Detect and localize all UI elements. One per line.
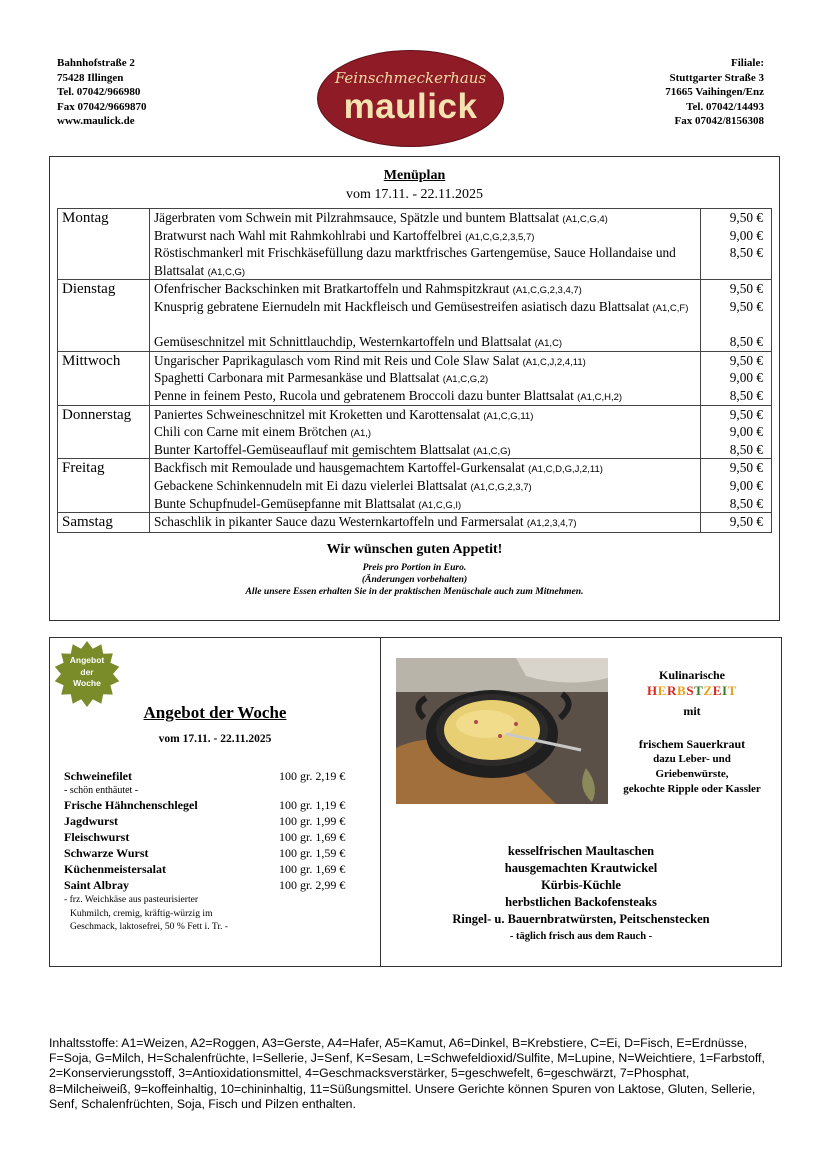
dish-text: Bunter Kartoffel-Gemüseauflauf mit gemischtem Blattsalat — [154, 441, 470, 457]
season-line: Kulinarische — [658, 668, 725, 682]
dish-text: Gebackene Schinkennudeln mit Ei dazu vielerlei Blattsalat — [154, 477, 468, 493]
dish-price: 9,50 € — [729, 352, 763, 368]
dish-price: 9,50 € — [729, 514, 763, 530]
dish-text: Bunte Schupfnudel-Gemüsepfanne mit Blattsalat — [154, 495, 416, 511]
offer-item-name: Jagdwurst — [64, 814, 119, 828]
menu-day-row — [58, 405, 772, 459]
dish-allergens: (A1,C) — [534, 338, 563, 350]
day-name: Mittwoch — [58, 351, 150, 405]
menu-dish — [154, 459, 700, 477]
dish-allergens: (A1,C,G,4) — [562, 214, 608, 225]
special-line: herbstlichen Backofensteaks — [505, 895, 657, 909]
dish-allergens: (A1,C,G,2,3,5,7) — [465, 231, 535, 243]
dish-price: 9,00 € — [729, 477, 763, 493]
offer-item-price: 100 gr. 2,99 € — [279, 878, 346, 892]
dish-text: Ofenfrischer Backschinken mit Bratkartoffeln und Rahmspitzkraut — [154, 281, 510, 297]
offer-item — [64, 877, 364, 893]
menu-day-row — [58, 513, 772, 533]
day-name: Dienstag — [58, 280, 150, 351]
offer-item-name: Schwarze Wurst — [64, 846, 149, 860]
dish-price: 9,00 € — [729, 227, 763, 243]
sauerkraut-pan-image — [396, 658, 608, 804]
offer-item-price: 100 gr. 2,19 € — [279, 769, 346, 783]
address-line: Bahnhofstraße 2 — [57, 57, 135, 69]
dish-allergens: (A1,C,H,2) — [577, 391, 623, 403]
note-line: Alle unsere Essen erhalten Sie in der praktischen Menüschale auch zum Mitnehmen. — [245, 586, 584, 597]
specials-list — [381, 843, 781, 945]
offer-item-price: 100 gr. 1,99 € — [279, 814, 346, 828]
menu-title: Menüplan — [383, 168, 446, 183]
offer-item-price: 100 gr. 1,69 € — [279, 862, 346, 876]
price-list — [701, 351, 772, 405]
logo-brand-text: maulick — [343, 87, 478, 126]
dish-allergens: (A1,C,D,G,J,2,11) — [528, 464, 603, 476]
menu-day-row — [58, 351, 772, 405]
dish-allergens: (A1,C,G,2,3,7) — [470, 481, 532, 493]
dish-text: Röstischmankerl mit Frischkäsefüllung dazu marktfrisches Gartengemüse, Sauce Hollandaise und Blattsalat — [154, 245, 676, 278]
offer-item — [64, 813, 364, 829]
dish-text: Knusprig gebratene Eiernudeln mit Hackfleisch und Gemüsestreifen asiatisch dazu Blattsalat — [154, 298, 650, 314]
menu-day-row — [58, 459, 772, 513]
dish-allergens: (A1,C,G) — [207, 266, 246, 278]
menu-dish — [154, 209, 700, 227]
sauerkraut-photo — [396, 658, 608, 804]
offer-item — [64, 768, 364, 784]
menu-dish — [154, 513, 700, 531]
menu-dish — [154, 352, 700, 370]
dish-text: Ungarischer Paprikagulasch vom Rind mit Reis und Cole Slaw Salat — [154, 352, 520, 368]
greeting: Wir wünschen guten Appetit! — [326, 542, 503, 557]
dish-price: 9,50 € — [729, 210, 763, 225]
menu-date-range: vom 17.11. - 22.11.2025 — [345, 187, 483, 202]
offer-list — [64, 768, 364, 934]
dish-list — [150, 513, 701, 533]
price-list — [701, 513, 772, 533]
season-line: Griebenwürste, — [655, 768, 729, 780]
dish-list — [150, 351, 701, 405]
menu-dish — [154, 244, 700, 279]
dish-price: 8,50 € — [729, 334, 763, 350]
menu-table — [57, 208, 772, 533]
dish-price: 8,50 € — [729, 441, 763, 457]
dish-list — [150, 405, 701, 459]
phone-line: Tel. 07042/966980 — [57, 86, 141, 98]
offer-item-name: Frische Hähnchenschlegel — [64, 798, 198, 812]
dish-text: Paniertes Schweineschnitzel mit Kroketten und Karottensalat — [154, 406, 481, 422]
herbstzeit-heading — [612, 683, 772, 698]
dish-allergens: (A1,C,G,2,3,4,7) — [512, 285, 582, 297]
price-list — [701, 209, 772, 280]
menu-notes — [49, 562, 780, 598]
price-list — [701, 459, 772, 513]
offer-item — [64, 861, 364, 877]
fax-line: Fax 07042/8156308 — [674, 115, 764, 127]
dish-list — [150, 459, 701, 513]
special-line: hausgemachten Krautwickel — [504, 861, 658, 875]
dish-allergens: (A1,C,G,11) — [483, 410, 534, 422]
herbstzeit-letter: Z — [703, 683, 713, 698]
special-line: Ringel- u. Bauernbratwürsten, Peitschenstecken — [452, 912, 710, 926]
note-line: Geschmack, laktosefrei, 50 % Fett i. Tr. - — [70, 921, 229, 932]
offer-item — [64, 829, 364, 845]
price-list — [701, 280, 772, 351]
special-line: kesselfrischen Maultaschen — [507, 844, 655, 858]
menu-day-row — [58, 280, 772, 351]
herbstzeit-letter: E — [657, 683, 668, 698]
dish-price: 9,50 € — [729, 281, 763, 297]
note-line: - frz. Weichkäse aus pasteurisierter — [64, 894, 199, 905]
dish-allergens: (A1,) — [350, 428, 372, 440]
menu-dish — [154, 333, 700, 351]
offer-item-name: Fleischwurst — [64, 830, 130, 844]
note-line: Kuhmilch, cremig, kräftig-würzig im — [70, 907, 213, 919]
day-name: Montag — [58, 209, 150, 280]
herbstzeit-letter: T — [727, 683, 737, 698]
dish-text: Bratwurst nach Wahl mit Rahmkohlrabi und Kartoffelbrei — [154, 227, 462, 243]
offer-item-price: 100 gr. 1,19 € — [279, 798, 346, 812]
dish-list — [150, 209, 701, 280]
phone-line: Tel. 07042/14493 — [686, 100, 764, 113]
dish-text: Penne in feinem Pesto, Rucola und gebratenem Broccoli dazu bunter Blattsalat — [154, 387, 574, 403]
menu-dish — [154, 423, 700, 441]
dish-text: Schaschlik in pikanter Sauce dazu Westernkartoffeln und Farmersalat — [154, 514, 524, 530]
day-name: Donnerstag — [58, 405, 150, 459]
menu-dish — [154, 298, 700, 333]
dish-price: 9,00 € — [729, 424, 763, 440]
day-name: Samstag — [58, 513, 150, 533]
menu-dish — [154, 227, 700, 245]
offer-item-price: 100 gr. 1,69 € — [279, 830, 346, 844]
badge-text-line: der — [80, 666, 94, 677]
menu-dish — [154, 477, 700, 495]
dish-allergens: (A1,C,G,2) — [442, 374, 489, 386]
dish-price: 9,50 € — [729, 406, 763, 422]
offer-item-note — [64, 893, 364, 934]
dish-text: Gemüseschnitzel mit Schnittlauchdip, Westernkartoffeln und Blattsalat — [154, 334, 532, 350]
address-line: Stuttgarter Straße 3 — [669, 71, 764, 84]
herbstzeit-letter: R — [667, 683, 678, 698]
dish-text: Chili con Carne mit einem Brötchen — [154, 424, 348, 440]
season-line: gekochte Ripple oder Kassler — [623, 783, 761, 795]
note-line: Preis pro Portion in Euro. — [362, 562, 467, 573]
left-address — [57, 56, 147, 129]
menu-dish — [154, 406, 700, 424]
badge-text-line: Woche — [73, 678, 101, 688]
season-line: mit — [683, 704, 701, 718]
dish-allergens: (A1,C,F) — [652, 302, 689, 314]
menu-dish — [154, 441, 700, 459]
dish-text: Jägerbraten vom Schwein mit Pilzrahmsauce, Spätzle und buntem Blattsalat — [154, 210, 560, 225]
allergen-footer: Inhaltsstoffe: A1=Weizen, A2=Roggen, A3=Gerste, A4=Hafer, A5=Kamut, A6=Dinkel, B=Krebstiere, C=Ei, D=Fisch, E=Erdnüsse, F=Soja, G=Milch, H=Schalenfrüchte, I=Sellerie, J=Senf, K=Sesam, L=Schwefeldioxid/Sulfite, M=Lupine, N=Weichtiere, 1=Farbstoff, 2=Konservierungsstoff, 3=Antioxidationsmittel, 4=Geschmacksverstärker, 5=geschwefelt, 6=geschwärzt, 7=Phosphat, 8=Milcheiweiß, 9=koffeinhaltig, 10=chininhaltig, 11=Süßungsmittel. Unsere Gerichte können Spuren von Laktose, Gluten, Sellerie, Senf, Schalenfrüchten, Soja, Fisch und Pilzen enthalten. — [49, 1036, 765, 1111]
fax-line: Fax 07042/9669870 — [57, 100, 147, 113]
dish-price: 9,50 € — [729, 298, 763, 314]
herbstzeit-letter: I — [722, 683, 728, 698]
dish-allergens: (A1,C,G) — [473, 445, 511, 457]
herbstzeit-letter: H — [647, 683, 658, 698]
price-list — [701, 405, 772, 459]
offer-date-range: vom 17.11. - 22.11.2025 — [158, 733, 272, 745]
menu-dish — [154, 387, 700, 405]
special-note: - täglich frisch aus dem Rauch - — [509, 931, 653, 942]
offer-item-subtext: - schön enthäutet - — [64, 785, 139, 796]
herbstzeit-letter: S — [686, 683, 695, 698]
season-line: dazu Leber- und — [653, 753, 731, 765]
website-link[interactable]: www.maulick.de — [57, 115, 135, 127]
dish-price: 8,50 € — [729, 387, 763, 403]
offer-item — [64, 797, 364, 813]
dish-price: 8,50 € — [729, 245, 763, 261]
offer-item-name: Schweinefilet — [64, 769, 132, 783]
branch-label: Filiale: — [731, 57, 764, 69]
dish-text: Spaghetti Carbonara mit Parmesankäse und Blattsalat — [154, 370, 440, 386]
season-line: frischem Sauerkraut — [638, 737, 746, 751]
menu-dish — [154, 369, 700, 387]
dish-price: 9,00 € — [729, 370, 763, 386]
right-address — [665, 56, 764, 129]
offer-item — [64, 845, 364, 861]
dish-text: Backfisch mit Remoulade und hausgemachtem Kartoffel-Gurkensalat — [154, 460, 525, 476]
offer-title: Angebot der Woche — [143, 703, 287, 722]
offer-item-name: Saint Albray — [64, 878, 130, 892]
menu-dish — [154, 495, 700, 513]
maulick-logo — [317, 50, 504, 147]
address-line: 71665 Vaihingen/Enz — [665, 86, 764, 98]
season-text — [612, 668, 772, 797]
herbstzeit-letter: B — [677, 683, 687, 698]
herbstzeit-letter: E — [712, 683, 722, 698]
dish-allergens: (A1,C,J,2,4,11) — [522, 356, 586, 368]
herbstzeit-letter: T — [694, 683, 704, 698]
angebot-badge — [53, 640, 121, 708]
dish-list — [150, 280, 701, 351]
dish-allergens: (A1,2,3,4,7) — [526, 518, 577, 530]
note-line: (Änderungen vorbehalten) — [361, 574, 468, 585]
special-line: Kürbis-Küchle — [541, 878, 621, 892]
dish-price: 8,50 € — [729, 495, 763, 511]
offer-item-name: Küchenmeistersalat — [64, 862, 166, 876]
menu-dish — [154, 280, 700, 298]
day-name: Freitag — [58, 459, 150, 513]
dish-price: 9,50 € — [729, 460, 763, 476]
logo-script-text: Feinschmeckerhaus — [334, 69, 487, 87]
dish-allergens: (A1,C,G,I) — [418, 499, 462, 511]
badge-text-line: Angebot — [69, 655, 105, 665]
address-line: 75428 Illingen — [57, 71, 124, 84]
menu-day-row — [58, 209, 772, 280]
offer-item-price: 100 gr. 1,59 € — [279, 846, 346, 860]
